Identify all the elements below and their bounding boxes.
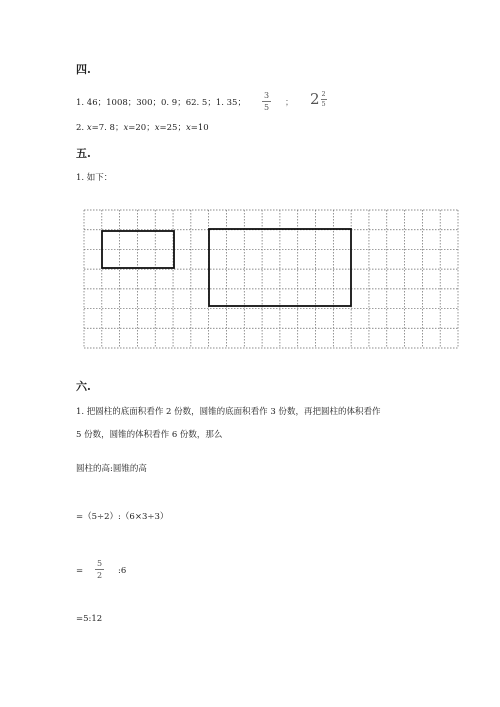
mixed-numerator: 2	[321, 90, 326, 98]
fraction-denominator: 2	[96, 571, 103, 580]
answer-5-1-text: 1. 如下：	[76, 173, 113, 183]
fraction-numerator: 5	[96, 559, 103, 568]
section-4-heading: 四.	[76, 63, 91, 76]
answer-4-2-value: =25；	[159, 123, 186, 133]
section-5-heading: 五.	[76, 147, 91, 160]
answer-4-1-separator: ；	[285, 98, 294, 108]
answer-4-2-value: =20；	[128, 123, 155, 133]
answer-4-2-value: =7. 8；	[91, 123, 124, 133]
mixed-denominator: 5	[321, 100, 326, 108]
mixed-whole-part: 2	[310, 90, 320, 108]
ratio-step-2-fraction	[95, 559, 104, 580]
fraction-denominator: 5	[263, 103, 270, 112]
variable-x: x	[123, 123, 129, 133]
answer-4-1-text: 1. 46；1008；300；0. 9；62. 5；1. 35；	[76, 98, 246, 108]
variable-x: x	[185, 123, 191, 133]
ratio-step-2-suffix: :6	[118, 566, 127, 576]
fraction-bar	[95, 569, 104, 570]
answer-4-2-value: =10	[190, 123, 209, 133]
answer-4-2-prefix: 2.	[76, 123, 87, 133]
section-6-heading: 六.	[76, 380, 91, 393]
variable-x: x	[154, 123, 160, 133]
ratio-step-1: =（5÷2）:（6×3÷3）	[76, 512, 169, 522]
answer-6-line-1: 1. 把圆柱的底面积看作 2 份数，圆锥的底面积看作 3 份数，再把圆柱的体积看作	[76, 407, 381, 417]
answer-6-line-2: 5 份数，圆锥的体积看作 6 份数，那么	[76, 430, 223, 440]
ratio-label: 圆柱的高:圆锥的高	[76, 464, 147, 474]
ratio-step-2-prefix: =	[76, 566, 84, 576]
fraction-numerator: 3	[263, 91, 270, 100]
ratio-result: =5:12	[76, 614, 103, 624]
variable-x: x	[86, 123, 92, 133]
